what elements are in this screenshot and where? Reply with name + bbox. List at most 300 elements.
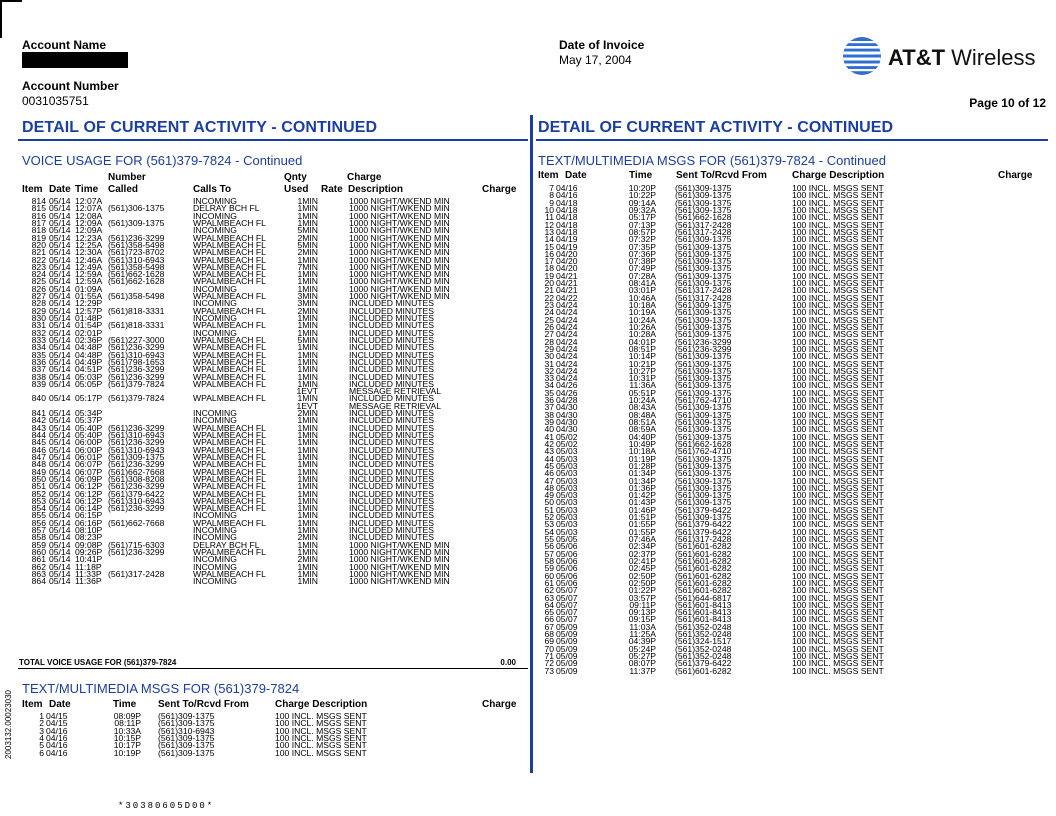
charge-description: 100 INCL. MSGS SENT	[792, 358, 884, 369]
qnty-used: 1MIN	[297, 313, 318, 323]
qnty-used: 7MIN	[297, 261, 318, 272]
charge-description: 100 INCL. MSGS SENT	[792, 365, 884, 376]
call-date: 05/14	[49, 239, 71, 250]
qnty-used: 5MIN	[297, 239, 318, 250]
total-voice-usage-value: 0.00	[500, 658, 516, 667]
sent-to-number: (561)317-2428	[675, 226, 732, 237]
call-time: 06:12P	[75, 495, 103, 506]
sent-to-number: (561)352-0248	[675, 621, 732, 632]
msg-time: 07:38P	[628, 256, 656, 267]
item-number: 44	[544, 453, 554, 464]
number-called: (561)310-6943	[108, 254, 165, 265]
call-date: 05/14	[49, 225, 71, 236]
msg-date: 04/24	[556, 373, 578, 384]
item-number: 32	[544, 365, 554, 376]
msg-date: 04/16	[46, 725, 68, 736]
text-msg-row	[538, 343, 1043, 354]
calls-to: WPALMBEACH FL	[193, 305, 266, 316]
calls-to: INCOMING	[193, 532, 237, 543]
sent-to-number: (561)601-8413	[675, 599, 732, 610]
charge-description: 100 INCL. MSGS SENT	[792, 563, 884, 574]
msg-time: 03:57P	[628, 592, 656, 603]
msg-date: 05/06	[556, 555, 578, 566]
charge-description: 100 INCL. MSGS SENT	[792, 270, 884, 281]
call-time: 05:37P	[75, 415, 103, 426]
msg-time: 10:26A	[628, 321, 656, 332]
msg-date: 04/19	[556, 241, 578, 252]
charge-description: INCLUDED MINUTES	[349, 356, 434, 367]
charge-description: 100 INCL. MSGS SENT	[792, 490, 884, 501]
item-number: 60	[544, 570, 554, 581]
msg-time: 08:59A	[628, 424, 656, 435]
col-charge: Charge	[482, 184, 517, 195]
text-msg-row	[538, 514, 1043, 521]
calls-to: INCOMING	[193, 525, 237, 536]
item-number: 36	[544, 395, 554, 406]
text-msg-row	[538, 616, 1043, 623]
msg-date: 04/20	[556, 256, 578, 267]
charge-description: 100 INCL. MSGS SENT	[275, 747, 367, 758]
call-time: 06:07P	[75, 459, 103, 470]
sent-to-number: (561)601-6282	[675, 541, 732, 552]
sent-to-number: (561)309-1375	[675, 475, 732, 486]
call-time: 05:05P	[75, 378, 103, 389]
item-number: 72	[544, 658, 554, 669]
text-msg-row	[22, 725, 522, 736]
item-number: 3	[39, 725, 44, 736]
call-date: 05/14	[49, 408, 71, 419]
text-col-sent: Sent To/Rcvd From	[158, 699, 249, 710]
msg-time: 10:14P	[628, 351, 656, 362]
charge-description: 100 INCL. MSGS SENT	[792, 190, 884, 201]
msg-time: 10:17P	[113, 740, 141, 751]
call-time: 06:12P	[75, 488, 103, 499]
charge-description: 100 INCL. MSGS SENT	[792, 460, 884, 471]
item-number: 828	[31, 298, 46, 309]
item-number: 40	[544, 424, 554, 435]
calls-to: WPALMBEACH FL	[193, 371, 266, 382]
msg-date: 05/07	[556, 592, 578, 603]
qnty-used: 1MIN	[297, 473, 318, 484]
msg-time: 10:31P	[628, 373, 656, 384]
item-number: 11	[545, 212, 554, 223]
call-date: 05/14	[49, 356, 71, 367]
item-number: 27	[544, 329, 554, 340]
text-msg-row	[538, 375, 1043, 382]
call-time: 01:09A	[75, 283, 103, 294]
charge-description: 1000 NIGHT/WKEND MIN	[349, 276, 450, 287]
item-number: 843	[31, 422, 46, 433]
msg-date: 05/06	[556, 548, 578, 559]
charge-description: 100 INCL. MSGS SENT	[792, 329, 884, 340]
call-time: 12:57P	[75, 305, 103, 316]
text-msg-row	[538, 570, 1043, 581]
call-date: 05/14	[49, 247, 71, 258]
item-number: 833	[31, 334, 46, 345]
sent-to-number: (561)309-1375	[675, 490, 732, 501]
sent-to-number: (561)309-1375	[675, 270, 732, 281]
voice-row	[22, 578, 522, 585]
item-number: 34	[544, 380, 554, 391]
msg-date: 04/30	[556, 409, 578, 420]
calls-to: WPALMBEACH FL	[193, 261, 266, 272]
call-date: 05/14	[49, 466, 71, 477]
sent-to-number: (561)309-1375	[675, 482, 732, 493]
msg-date: 05/06	[556, 577, 578, 588]
text-msg-row	[538, 631, 1043, 638]
call-date: 05/14	[49, 393, 71, 404]
sent-to-number: (561)309-1375	[675, 380, 732, 391]
qnty-used: 1MIN	[297, 276, 318, 287]
qnty-used: 2MIN	[297, 247, 318, 258]
call-date: 05/14	[49, 495, 71, 506]
number-called: (561)236-3299	[108, 232, 165, 243]
call-date: 05/14	[49, 517, 71, 528]
item-number: 17	[544, 256, 554, 267]
msg-time: 09:32A	[628, 204, 656, 215]
item-number: 826	[31, 283, 46, 294]
calls-to: INCOMING	[193, 408, 237, 419]
charge-description: INCLUDED MINUTES	[349, 430, 434, 440]
msg-time: 01:46P	[628, 504, 656, 515]
item-number: 51	[544, 504, 554, 515]
sent-to-number: (561)309-1375	[675, 358, 732, 369]
item-number: 841	[31, 408, 46, 419]
charge-description: INCLUDED MINUTES	[349, 298, 434, 309]
text-col-date: Date	[49, 699, 71, 710]
msg-date: 04/16	[556, 183, 578, 193]
call-date: 05/14	[49, 503, 71, 514]
item-number: 25	[544, 314, 554, 325]
charge-description: INCLUDED MINUTES	[349, 459, 434, 470]
item-number: 856	[31, 517, 46, 528]
number-called: (561)310-6943	[108, 495, 165, 506]
col-called: Called	[108, 184, 139, 195]
item-number: 864	[31, 576, 46, 587]
msg-time: 11:03A	[629, 621, 656, 632]
text-msg-row	[538, 470, 1043, 477]
col-item: Item	[22, 184, 43, 195]
logo-suffix: Wireless	[951, 45, 1036, 70]
calls-to: WPALMBEACH FL	[193, 320, 266, 331]
charge-description: 1000 NIGHT/WKEND MIN	[349, 547, 450, 557]
msg-date: 04/30	[556, 424, 578, 435]
msg-date: 05/03	[556, 504, 578, 515]
text-msg-row	[538, 331, 1043, 338]
msg-date: 04/20	[556, 248, 578, 259]
call-time: 05:40P	[75, 430, 103, 440]
item-number: 45	[544, 460, 554, 471]
item-number: 64	[544, 599, 554, 610]
charge-description: 100 INCL. MSGS SENT	[792, 577, 884, 588]
call-time: 01:54P	[75, 320, 103, 331]
item-number: 858	[31, 532, 46, 543]
charge-description: 100 INCL. MSGS SENT	[792, 651, 884, 661]
msg-date: 05/02	[556, 431, 578, 442]
left-section-rule	[18, 139, 528, 141]
qnty-used: 1MIN	[297, 495, 318, 506]
call-time: 12:46A	[75, 254, 103, 265]
msg-date: 04/16	[46, 740, 68, 751]
item-number: 9	[549, 197, 554, 208]
item-number: 52	[544, 512, 554, 523]
text-msg-row	[538, 460, 1043, 471]
call-time: 12:59A	[75, 269, 103, 280]
item-number: 839	[31, 378, 46, 389]
msg-time: 05:27P	[628, 651, 656, 661]
charge-description: 100 INCL. MSGS SENT	[792, 607, 884, 618]
msg-time: 07:13P	[628, 219, 656, 230]
number-called: (561)818-3331	[108, 305, 165, 316]
sent-to-number: (561)379-6422	[675, 526, 732, 537]
qnty-used: 1MIN	[297, 422, 318, 433]
call-date: 05/14	[49, 532, 71, 543]
msg-time: 10:49P	[628, 438, 656, 449]
call-time: 12:09A	[75, 217, 103, 228]
charge-description: INCLUDED MINUTES	[349, 320, 434, 331]
item-number: 860	[31, 547, 46, 557]
msg-date: 05/03	[556, 453, 578, 464]
item-number: 824	[31, 269, 46, 280]
charge-description: 100 INCL. MSGS SENT	[792, 314, 884, 325]
qnty-used: 1MIN	[297, 444, 318, 455]
item-number: 817	[31, 217, 46, 228]
text-msg-row	[538, 599, 1043, 610]
charge-description: INCLUDED MINUTES	[349, 415, 434, 426]
msg-date: 05/03	[556, 446, 578, 457]
item-number: 822	[31, 254, 46, 265]
charge-description: 100 INCL. MSGS SENT	[275, 732, 367, 743]
item-number: 67	[544, 621, 554, 632]
msg-date: 04/19	[556, 234, 578, 245]
item-number: 59	[544, 563, 554, 574]
charge-description: 100 INCL. MSGS SENT	[792, 468, 884, 479]
sent-to-number: (561)309-1375	[675, 417, 732, 427]
charge-description: 100 INCL. MSGS SENT	[792, 431, 884, 442]
call-date: 05/14	[49, 539, 71, 550]
call-time: 12:49A	[75, 261, 103, 272]
sent-to-number: (561)601-6282	[675, 585, 732, 596]
call-date: 05/14	[49, 510, 71, 521]
qnty-used: 1MIN	[297, 430, 318, 440]
text-col-time: Time	[113, 699, 137, 710]
call-date: 05/14	[49, 269, 71, 280]
charge-description: 1000 NIGHT/WKEND MIN	[349, 225, 450, 236]
text-msg-row	[538, 309, 1043, 316]
col-qnty-top: Qnty	[284, 172, 307, 183]
item-number: 57	[544, 548, 554, 559]
account-name-label: Account Name	[22, 38, 107, 52]
qnty-used: 1MIN	[297, 217, 318, 228]
calls-to: WPALMBEACH FL	[193, 466, 266, 477]
text-msg-row	[538, 643, 1043, 654]
msg-time: 07:36P	[628, 248, 656, 259]
msg-date: 05/06	[556, 541, 578, 552]
number-called: (561)310-6943	[108, 444, 165, 455]
right-col-charge: Charge	[998, 170, 1033, 181]
qnty-used: 1MIN	[297, 547, 318, 557]
qnty-used: 1MIN	[297, 576, 318, 587]
calls-to: WPALMBEACH FL	[193, 342, 266, 353]
msg-date: 05/03	[556, 497, 578, 508]
number-called: (561)662-7668	[108, 517, 165, 528]
call-date: 05/14	[49, 276, 71, 287]
page-number: Page 10 of 12	[969, 96, 1046, 110]
date-of-invoice: May 17, 2004	[559, 53, 632, 67]
charge-description: 100 INCL. MSGS SENT	[792, 592, 884, 603]
text-msg-row	[538, 280, 1043, 287]
charge-description: 1000 NIGHT/WKEND MIN	[349, 210, 450, 221]
number-called: (561)236-3299	[108, 503, 165, 514]
voice-row	[22, 395, 522, 402]
item-number: 857	[31, 525, 46, 536]
charge-description: INCLUDED MINUTES	[349, 437, 434, 448]
msg-time: 10:24A	[628, 395, 656, 406]
msg-date: 04/16	[46, 732, 68, 743]
calls-to: INCOMING	[193, 576, 237, 587]
calls-to: INCOMING	[193, 510, 237, 521]
call-date: 05/14	[49, 254, 71, 265]
msg-date: 04/24	[556, 358, 578, 369]
call-time: 08:23P	[75, 532, 103, 543]
sent-to-number: (561)379-6422	[675, 658, 732, 669]
number-called: (561)358-5498	[108, 291, 165, 302]
charge-description: 100 INCL. MSGS SENT	[792, 497, 884, 508]
charge-description: 100 INCL. MSGS SENT	[792, 387, 884, 398]
text-msg-row	[538, 387, 1043, 398]
item-number: 26	[544, 321, 554, 332]
msg-time: 02:41P	[628, 555, 656, 566]
msg-time: 10:27P	[628, 365, 656, 376]
charge-description: 100 INCL. MSGS SENT	[792, 248, 884, 259]
call-date: 05/14	[49, 305, 71, 316]
item-number: 49	[544, 490, 554, 501]
item-number: 18	[544, 263, 554, 274]
charge-description: INCLUDED MINUTES	[349, 444, 434, 455]
calls-to: INCOMING	[193, 554, 237, 565]
sent-to-number: (561)309-1375	[675, 278, 732, 289]
calls-to: DELRAY BCH FL	[193, 203, 260, 214]
charge-description: 100 INCL. MSGS SENT	[792, 307, 884, 318]
item-number: 50	[544, 497, 554, 508]
msg-date: 05/03	[556, 475, 578, 486]
msg-date: 04/16	[556, 190, 578, 201]
text-msg-row	[538, 548, 1043, 559]
item-number: 47	[544, 475, 554, 486]
msg-date: 04/24	[556, 336, 578, 347]
msg-date: 05/02	[556, 438, 578, 449]
item-number: 24	[544, 307, 554, 318]
call-time: 06:14P	[75, 503, 103, 514]
msg-date: 04/20	[556, 263, 578, 274]
call-date: 05/14	[49, 349, 71, 360]
msg-date: 05/09	[556, 643, 578, 654]
sent-to-number: (561)309-1375	[675, 234, 732, 245]
msg-time: 10:18A	[628, 446, 656, 457]
sent-to-number: (561)601-6282	[675, 665, 732, 676]
number-called: (561)236-3299	[108, 342, 165, 353]
charge-description: 100 INCL. MSGS SENT	[792, 336, 884, 347]
item-number: 16	[544, 248, 554, 259]
call-time: 02:01P	[75, 327, 103, 338]
text-msg-row	[538, 358, 1043, 369]
number-called: (561)310-6943	[108, 349, 165, 360]
sent-to-number: (561)309-1375	[158, 711, 215, 721]
calls-to: DELRAY BCH FL	[193, 539, 260, 550]
msg-time: 01:51P	[628, 512, 656, 523]
call-date: 05/14	[49, 481, 71, 492]
item-number: 22	[544, 292, 554, 303]
number-called: (561)715-6303	[108, 539, 165, 550]
sent-to-number: (561)644-6817	[675, 592, 732, 603]
charge-description: 1000 NIGHT/WKEND MIN	[349, 232, 450, 243]
call-date: 05/14	[49, 334, 71, 345]
msg-time: 10:18A	[628, 300, 656, 310]
qnty-used: 1MIN	[297, 196, 318, 206]
item-number: 37	[544, 402, 554, 413]
calls-to: INCOMING	[193, 415, 237, 426]
right-text-msgs-title: TEXT/MULTIMEDIA MSGS FOR (561)379-7824 - Continued	[538, 153, 886, 168]
msg-date: 04/26	[556, 387, 578, 398]
item-number: 859	[31, 539, 46, 550]
item-number: 28	[544, 336, 554, 347]
call-date: 05/14	[49, 298, 71, 309]
text-msg-row	[538, 219, 1043, 230]
sent-to-number: (561)662-1628	[675, 438, 732, 449]
sent-to-number: (561)309-1375	[675, 183, 732, 193]
qnty-used: 1MIN	[297, 203, 318, 214]
item-number: 820	[31, 239, 46, 250]
call-date: 05/14	[49, 451, 71, 462]
qnty-used: 1MIN	[297, 210, 318, 221]
item-number: 836	[31, 356, 46, 367]
charge-description: 100 INCL. MSGS SENT	[792, 482, 884, 493]
msg-date: 05/07	[556, 614, 578, 625]
msg-time: 05:17P	[628, 212, 656, 223]
call-date: 05/14	[49, 561, 71, 572]
att-globe-logo	[842, 36, 882, 81]
item-number: 39	[544, 417, 554, 427]
charge-description: 100 INCL. MSGS SENT	[792, 395, 884, 406]
item-number: 70	[544, 643, 554, 654]
charge-description: 100 INCL. MSGS SENT	[792, 570, 884, 581]
sent-to-number: (561)601-8413	[675, 607, 732, 618]
item-number: 62	[544, 585, 554, 596]
msg-time: 08:43A	[628, 402, 656, 413]
calls-to: INCOMING	[193, 225, 237, 236]
qnty-used: 1MIN	[297, 356, 318, 367]
charge-description: 100 INCL. MSGS SENT	[792, 629, 884, 640]
qnty-used: 1MIN	[297, 510, 318, 521]
item-number: 33	[544, 373, 554, 384]
charge-description: 1000 NIGHT/WKEND MIN	[349, 283, 450, 294]
charge-description: 100 INCL. MSGS SENT	[792, 219, 884, 230]
call-time: 12:09A	[75, 225, 103, 236]
call-time: 04:48P	[75, 342, 103, 353]
item-number: 815	[31, 203, 46, 214]
sent-to-number: (561)309-1375	[675, 402, 732, 413]
calls-to: INCOMING	[193, 327, 237, 338]
col-charge-top: Charge	[347, 172, 382, 183]
call-time: 06:01P	[75, 451, 103, 462]
total-voice-usage-label: TOTAL VOICE USAGE FOR (561)379-7824	[19, 658, 177, 667]
charge-description: INCLUDED MINUTES	[349, 451, 434, 462]
msg-date: 05/03	[556, 468, 578, 479]
text-msg-row	[538, 621, 1043, 632]
left-section-title: DETAIL OF CURRENT ACTIVITY - CONTINUED	[22, 119, 378, 136]
number-called: (561)227-3000	[108, 334, 165, 345]
account-number-label: Account Number	[22, 79, 119, 93]
